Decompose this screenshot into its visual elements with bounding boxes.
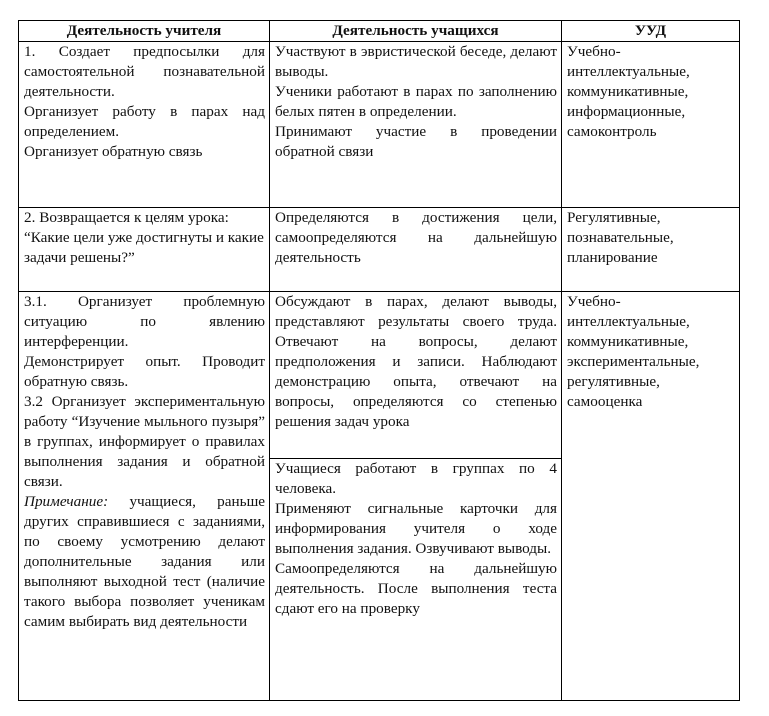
cell-paragraph: Ученики работают в парах по заполнению белых пятен в определении. — [275, 83, 557, 120]
cell-paragraph: Организует обратную связь — [24, 143, 203, 160]
teacher-activity-cell — [19, 208, 270, 292]
lesson-plan-table — [18, 20, 740, 701]
header-teacher-activity: Деятельность учителя — [19, 21, 270, 42]
student-activity-cell — [270, 459, 562, 701]
table-row — [19, 292, 740, 459]
cell-paragraph: Принимают участие в проведении обратной связи — [275, 123, 557, 160]
note-label: Примечание: — [24, 493, 109, 510]
table-row — [19, 208, 740, 292]
cell-paragraph: 2. Возвращается к целям урока: “Какие цели уже достигнуты и какие задачи решены?” — [24, 209, 264, 266]
cell-paragraph: Демонстрирует опыт. Проводит обратную связь. — [24, 353, 265, 390]
uud-cell — [562, 42, 740, 208]
cell-paragraph: Определяются в достижения цели, самоопределяются на дальнейшую деятельность — [275, 209, 557, 266]
cell-paragraph: Регулятивные, познавательные, планирование — [567, 209, 674, 266]
teacher-note — [24, 492, 265, 632]
cell-paragraph: 3.1. Организует проблемную ситуацию по явлению интерференции. — [24, 293, 265, 350]
uud-cell — [562, 292, 740, 701]
note-text: учащиеся, раньше других справившиеся с заданиями, по своему усмотрению делают дополнительные задания или выполняют выходной тест (наличие такого выбора позволяет ученикам самим выбирать вид деятельности — [24, 493, 266, 630]
cell-paragraph: Самоопределяются на дальнейшую деятельность. После выполнения теста сдают его на проверку — [275, 560, 557, 617]
cell-paragraph: Учебно-интеллектуальные, коммуникативные, информационные, самоконтроль — [567, 43, 690, 140]
student-activity-cell — [270, 208, 562, 292]
table-row — [19, 42, 740, 208]
header-uud: УУД — [562, 21, 740, 42]
student-activity-cell — [270, 42, 562, 208]
cell-paragraph: 1. Создает предпосылки для самостоятельной познавательной деятельности. — [24, 43, 265, 100]
teacher-activity-cell — [19, 42, 270, 208]
header-student-activity: Деятельность учащихся — [270, 21, 562, 42]
student-activity-cell — [270, 292, 562, 459]
cell-paragraph: Применяют сигнальные карточки для информирования учителя о ходе выполнения задания. Озвучивают выводы. — [275, 500, 557, 557]
cell-paragraph: Учебно-интеллектуальные, коммуникативные, экспериментальные, регулятивные, самооценка — [567, 293, 700, 410]
cell-paragraph: Обсуждают в парах, делают выводы, представляют результаты своего труда. Отвечают на вопросы, делают предположения и записи. Наблюдают демонстрацию опыта, отвечают на вопросы, определяются со степенью решения задач урока — [275, 293, 557, 430]
cell-paragraph: 3.2 Организует экспериментальную работу “Изучение мыльного пузыря” в группах, информирует о правилах выполнения задания и обратной связи. — [24, 393, 265, 490]
cell-paragraph: Организует работу в парах над определением. — [24, 103, 265, 140]
teacher-activity-cell — [19, 292, 270, 701]
header-row — [19, 21, 740, 42]
uud-cell — [562, 208, 740, 292]
cell-paragraph: Учащиеся работают в группах по 4 человека. — [275, 460, 557, 497]
cell-paragraph: Участвуют в эвристической беседе, делают выводы. — [275, 43, 557, 80]
